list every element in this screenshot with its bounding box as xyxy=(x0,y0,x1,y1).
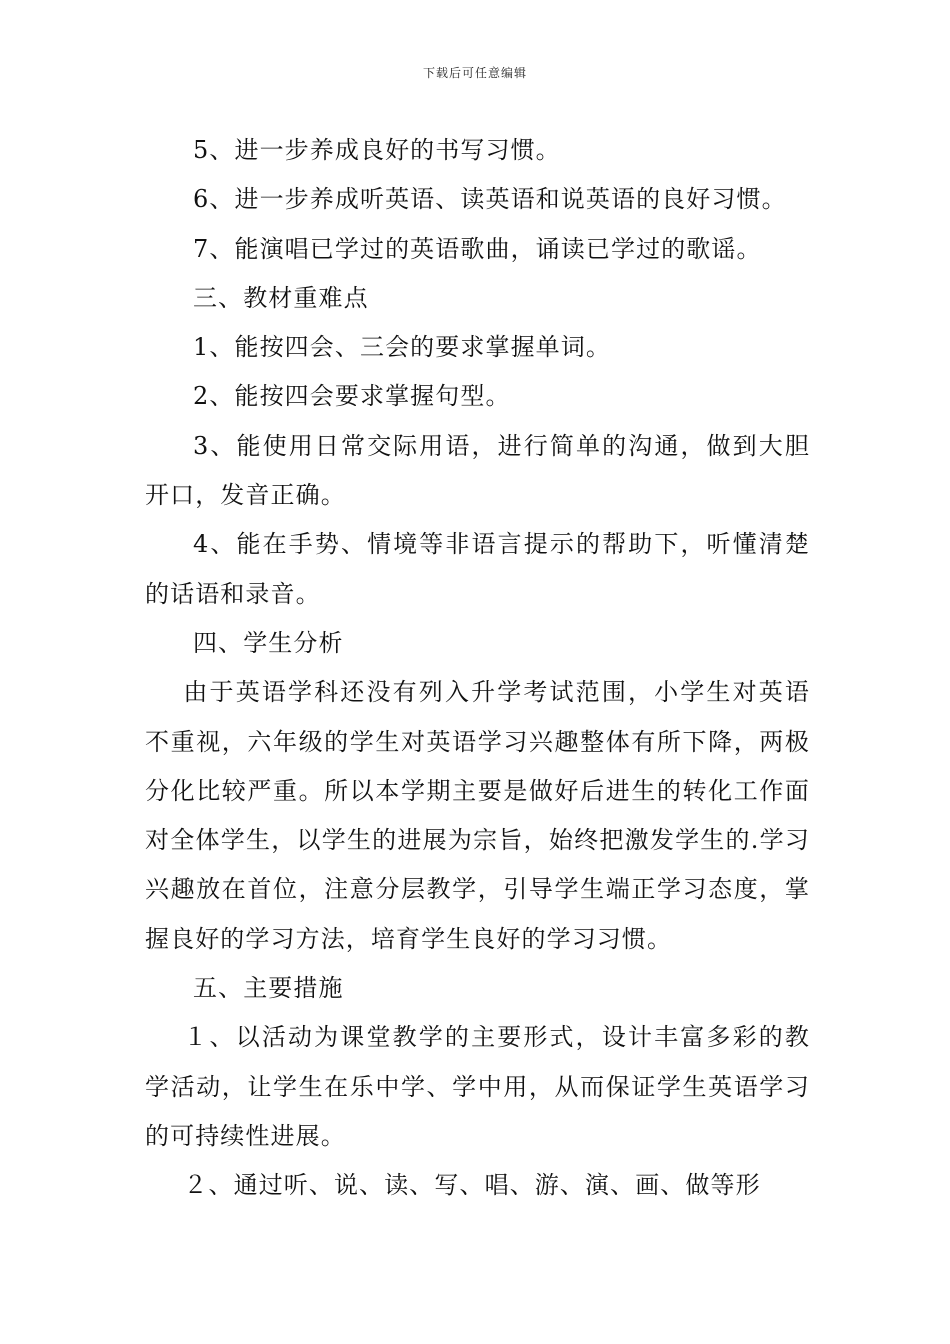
section-heading-5: 五、主要措施 xyxy=(193,974,344,1003)
paragraph-measure-2: ２、通过听、说、读、写、唱、游、演、画、做等形 xyxy=(183,1171,761,1200)
document-body xyxy=(145,126,810,1211)
paragraph-item-5: 5、进一步养成良好的书写习惯。 xyxy=(193,136,561,164)
section-heading-3: 三、教材重难点 xyxy=(193,283,369,312)
paragraph-difficulty-4: 4、能在手势、情境等非语言提示的帮助下，听懂清楚的话语和录音。 xyxy=(145,530,810,608)
paragraph-item-6: 6、进一步养成听英语、读英语和说英语的良好习惯。 xyxy=(193,185,787,214)
paragraph-item-7: 7、能演唱已学过的英语歌曲，诵读已学过的歌谣。 xyxy=(193,234,762,263)
paragraph-measure-1: １、以活动为课堂教学的主要形式，设计丰富多彩的教学活动，让学生在乐中学、学中用，从而保证学生英语学习的可持续性进展。 xyxy=(145,1023,810,1150)
paragraph-student-analysis: 由于英语学科还没有列入升学考试范围，小学生对英语不重视，六年级的学生对英语学习兴趣整体有所下降，两极分化比较严重。所以本学期主要是做好后进生的转化工作面对全体学生，以学生的进展为宗旨，始终把激发学生的.学习兴趣放在首位，注意分层教学，引导学生端正学习态度，掌握良好的学习方法，培育学生良好的学习习惯。 xyxy=(145,678,810,953)
paragraph-difficulty-1: 1、能按四会、三会的要求掌握单词。 xyxy=(193,333,611,362)
paragraph-difficulty-2: 2、能按四会要求掌握句型。 xyxy=(193,382,511,411)
page-header: 下载后可任意编辑 xyxy=(422,66,527,80)
section-heading-4: 四、学生分析 xyxy=(193,628,344,657)
paragraph-difficulty-3: 3、能使用日常交际用语，进行简单的沟通，做到大胆开口，发音正确。 xyxy=(145,431,810,510)
